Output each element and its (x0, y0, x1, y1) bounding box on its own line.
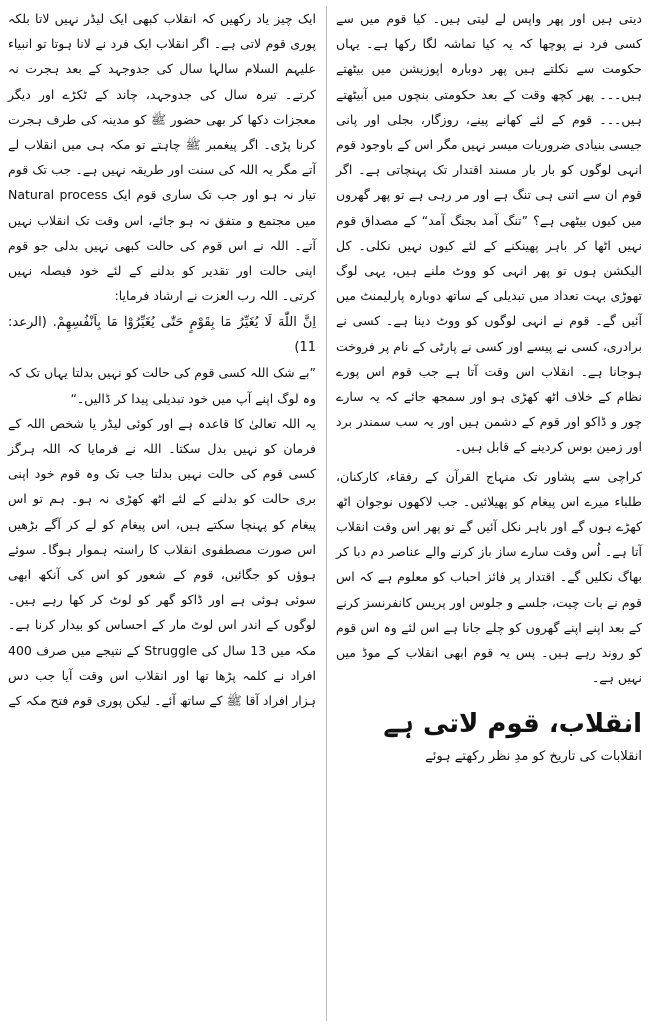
article-paragraph: یہ اللہ تعالیٰ کا قاعدہ ہے اور کوئی لیڈر یا شخص اللہ کے فرمان کو نہیں بدل سکتا۔ اللہ نے فرمایا کہ اللہ ہرگز کسی قوم کی حالت نہیں بدلتا جب تک وہ قوم خود اپنی بری حالت کو بدلنے کے لئے اٹھ کھڑی نہ ہو۔ ہم تو اس پیغام کو پہنچا سکتے ہیں، اس پیغام کو لے کر آگے بڑھیں اس صورت مصطفوی انقلاب کا راستہ ہموار ہوگا۔ سوئے ہوؤں کو جگائیں، قوم کے شعور کو اس کی آنکھ ابھی سوئی ہوئی ہے اور ڈاکو گھر کو لوٹ کر کھا رہے ہیں۔ لوگوں کے اندر اس لوٹ مار کے احساس کو بیدار کرنا ہے۔ مکہ میں 13 سال کی Struggle کے نتیجے میں صرف 400 افراد نے کلمہ پڑھا تھا اور انقلاب اس وقت آیا جب دس ہزار افراد آقا ﷺ کے ساتھ آئے۔ لیکن پوری قوم فتح مکہ کے (8, 415, 317, 709)
article-paragraph: دیتی ہیں اور پھر واپس لے لیتی ہیں۔ کیا قوم میں سے کسی فرد نے پوچھا کہ یہ کیا تماشہ لگا رکھا ہے۔ یہاں حکومت سے نکلتے ہیں پھر دوبارہ اپوزیشن میں بیٹھتے ہیں۔۔۔ پھر کچھ وقت کے بعد حکومتی بنچوں میں آبیٹھتے ہیں۔۔۔ قوم کے لئے کھانے پینے، روزگار، بجلی اور پانی جیسی بنیادی ضروریات میسر نہیں مگر اس کے باوجود قوم انہی لوگوں کو بار بار مسند اقتدار تک پہنچاتی ہے۔ اگر قوم ان سے اتنی ہی تنگ ہے اور مر رہی ہے تو پھر گھروں میں کیوں بیٹھی ہے؟ ”تنگ آمد بجنگ آمد“ کے مصداق قوم نہیں اٹھا کر باہر پھینکنے کے لئے کیوں نہیں نکلی۔ کل الیکشن ہوں تو پھر انہی کو ووٹ ملنے ہیں، یہی لوگ تھوڑی بہت تعداد میں تبدیلی کے ساتھ دوبارہ پارلیمنٹ میں آئیں گے۔ قوم نے انہی لوگوں کو ووٹ دینا ہے۔ کسی نے برادری، کسی نے پیسے اور کسی نے پارٹی کے نام پر فروخت ہوجانا ہے۔ انقلاب اس وقت آتا ہے جب قوم اس پورے نظام کے خلاف اٹھ کھڑی ہو اور سمجھ جائے کہ یہ سارے چور و ڈاکو اور قوم کے دشمن ہیں اور یہ سب سمندر برد اور زمین بوس کردینے کے قابل ہیں۔ (335, 11, 642, 455)
column-divider (326, 6, 327, 1021)
verse-translation: ”بے شک اللہ کسی قوم کی حالت کو نہیں بدلتا یہاں تک کہ وہ لوگ اپنے آپ میں خود تبدیلی پیدا کر ڈالیں۔“ (8, 365, 316, 406)
article-paragraph: کراچی سے پشاور تک منہاج القرآن کے رفقاء، کارکنان، طلباء میرے اس پیغام کو پھیلائیں۔ جب لاکھوں نوجوان اٹھ کھڑے ہوں گے اور باہر نکل آئیں گے تو پھر اس وقت انقلاب آتا ہے۔ اُس وقت سارے ساز باز کرنے والے عناصر دم دبا کر بھاگ نکلیں گے۔ اقتدار پر فائز احباب کو معلوم ہے کہ اس قوم نے بات چیت، جلسے و جلوس اور پریس کانفرنسز کرنے کے بعد اپنے اپنے گھروں کو چلے جانا ہے اس لئے وہ اس قوم کو روند رہے ہیں۔ پس یہ قوم ابھی انقلاب کے موڈ میں نہیں ہے۔ (336, 468, 642, 686)
left-column (0, 0, 322, 1027)
quran-verse: اِنَّ اللّٰهَ لَا يُغَيِّرُ مَا بِقَوْمٍ حَتّٰى يُغَيِّرُوْا مَا بِاَنْفُسِهِمْ. (الرعد: 11) (8, 315, 316, 356)
right-column (330, 0, 650, 1027)
article-paragraph: ایک چیز یاد رکھیں کہ انقلاب کبھی ایک لیڈر نہیں لاتا بلکہ پوری قوم لاتی ہے۔ اگر انقلاب ایک فرد نے لانا ہوتا تو انبیاء علیہم السلام سالہا سال کی جدوجہد کے بعد ہجرت نہ کرتے۔ تیرہ سال کی جدوجہد، چاند کے ٹکڑے اور دیگر معجزات دکھا کر بھی حضور ﷺ کو مدینہ کی طرف ہجرت کرنا پڑی۔ اگر پیغمبر ﷺ چاہتے تو مکہ ہی میں انقلاب لے آتے مگر یہ اللہ کی سنت اور طریقہ نہیں ہے۔ جب تک قوم تیار نہ ہو اور جب تک ساری قوم ایک Natural process میں مجتمع و متفق نہ ہو جائے، اس وقت تک انقلاب نہیں آتے۔ اللہ نے اس قوم کی حالت کبھی نہیں بدلی جو قوم اپنی حالت اور تقدیر کو بدلنے کے لئے خود فیصلہ نہیں کرتی۔ اللہ رب العزت نے ارشاد فرمایا: (8, 11, 316, 304)
section-subhead: انقلابات کی تاریخ کو مدِ نظر رکھتے ہوئے (425, 749, 642, 765)
section-headline: انقلاب، قوم لاتی ہے (383, 709, 642, 740)
